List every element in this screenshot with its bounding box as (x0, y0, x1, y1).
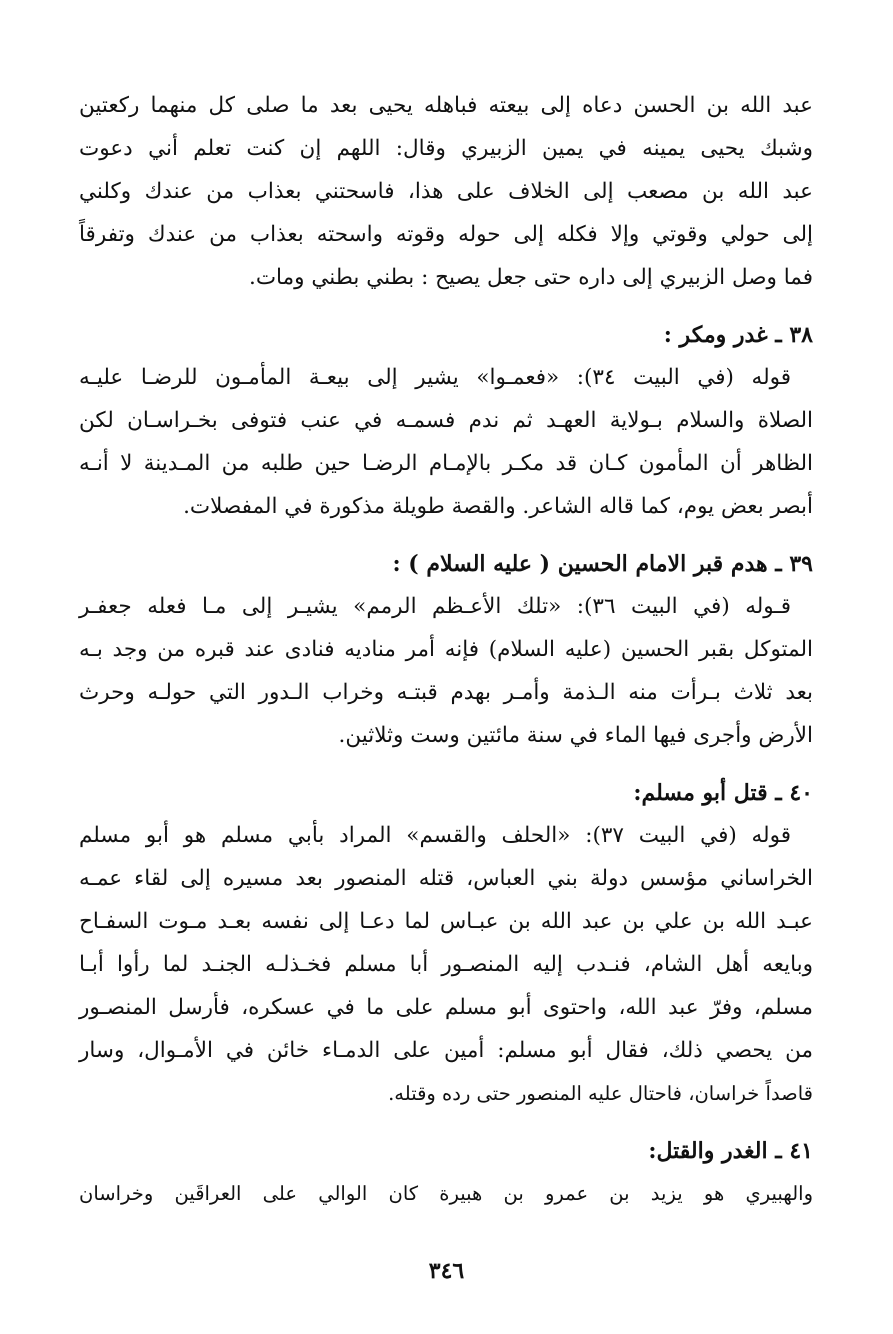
text-line: من يحصي ذلك، فقال أبو مسلم: أمين على الدمـاء خائن في الأمـوال، وسار (79, 1037, 813, 1063)
section-39 (79, 542, 813, 757)
text-line: المتوكل بقبر الحسين (عليه السلام) فإنه أمر مناديه فنادى عند قبره من وجد بـه (79, 636, 813, 662)
text-line: قوله (في البيت ٣٤): «فعمـوا» يشير إلى بيعـة المأمـون للرضـا عليـه (79, 364, 791, 390)
text-line: الظاهر أن المأمون كـان قد مكـر بالإمـام الرضـا حين طلبه من المـدينة لا أنـه (79, 450, 813, 476)
text-line: والهبيري هو يزيد بن عمرو بن هبيرة كان الوالي على العراقَين وخراسان (79, 1181, 813, 1205)
text-line: قـوله (في البيت ٣٦): «تلك الأعـظم الرمم» يشيـر إلى مـا فعله جعفـر (79, 593, 791, 619)
section-heading: ٤٠ ـ قتل أبو مسلم: (633, 779, 813, 806)
text-line: عبد الله بن الحسن دعاه إلى بيعته فباهله يحيى بعد ما صلى كل منهما ركعتين (79, 92, 813, 118)
text-line: الخراساني مؤسس دولة بني العباس، قتله المنصور بعد مسيره إلى لقاء عمـه (79, 865, 813, 891)
section-40 (79, 771, 813, 1115)
section-heading: ٣٨ ـ غدر ومكر : (663, 321, 813, 348)
text-line: قوله (في البيت ٣٧): «الحلف والقسم» المراد بأبي مسلم هو أبو مسلم (79, 822, 791, 848)
text-line: مسلم، وفرّ عبد الله، واحتوى أبو مسلم على ما في عسكره، فأرسل المنصـور (79, 994, 813, 1020)
text-line: وبايعه أهل الشام، فنـدب إليه المنصـور أبا مسلم فخـذلـه الجنـد لما رأوا أبـا (79, 951, 813, 977)
section-38 (79, 313, 813, 528)
text-line: الأرض وأجرى فيها الماء في سنة مائتين وست وثلاثين. (338, 722, 813, 748)
text-line: قاصداً خراسان، فاحتال عليه المنصور حتى رده وقتله. (388, 1081, 813, 1105)
text-line: عبـد الله بن علي بن عبد الله بن عبـاس لما دعـا إلى نفسه بعـد مـوت السفـاح (79, 908, 813, 934)
page-number: ٣٤٦ (428, 1258, 465, 1284)
section-41 (79, 1129, 813, 1215)
text-line: إلى حولي وقوتي وإلا فكله إلى حوله وقوته واسحته بعذاب من عندك وتفرقاً (79, 221, 813, 247)
text-line: بعد ثلاث بـرأت منه الـذمة وأمـر بهدم قبتـه وخراب الـدور التي حولـه وحرث (79, 679, 813, 705)
text-line: الصلاة والسلام بـولاية العهـد ثم ندم فسمـه في عنب فتوفى بخـراسـان لكن (79, 407, 813, 433)
intro-paragraph (79, 84, 813, 299)
section-heading: ٣٩ ـ هدم قبر الامام الحسين ( عليه السلام ) : (392, 550, 813, 577)
text-line: أبصر بعض يوم، كما قاله الشاعر. والقصة طويلة مذكورة في المفصلات. (183, 493, 813, 519)
text-line: فما وصل الزبيري إلى داره حتى جعل يصيح : بطني بطني ومات. (248, 264, 813, 290)
page-body (79, 84, 813, 1215)
section-heading: ٤١ ـ الغدر والقتل: (648, 1137, 813, 1164)
text-line: عبد الله بن مصعب إلى الخلاف على هذا، فاسحتني بعذاب من عندك وكلني (79, 178, 813, 204)
text-line: وشبك يحيى يمينه في يمين الزبيري وقال: اللهم إن كنت تعلم أني دعوت (79, 135, 813, 161)
